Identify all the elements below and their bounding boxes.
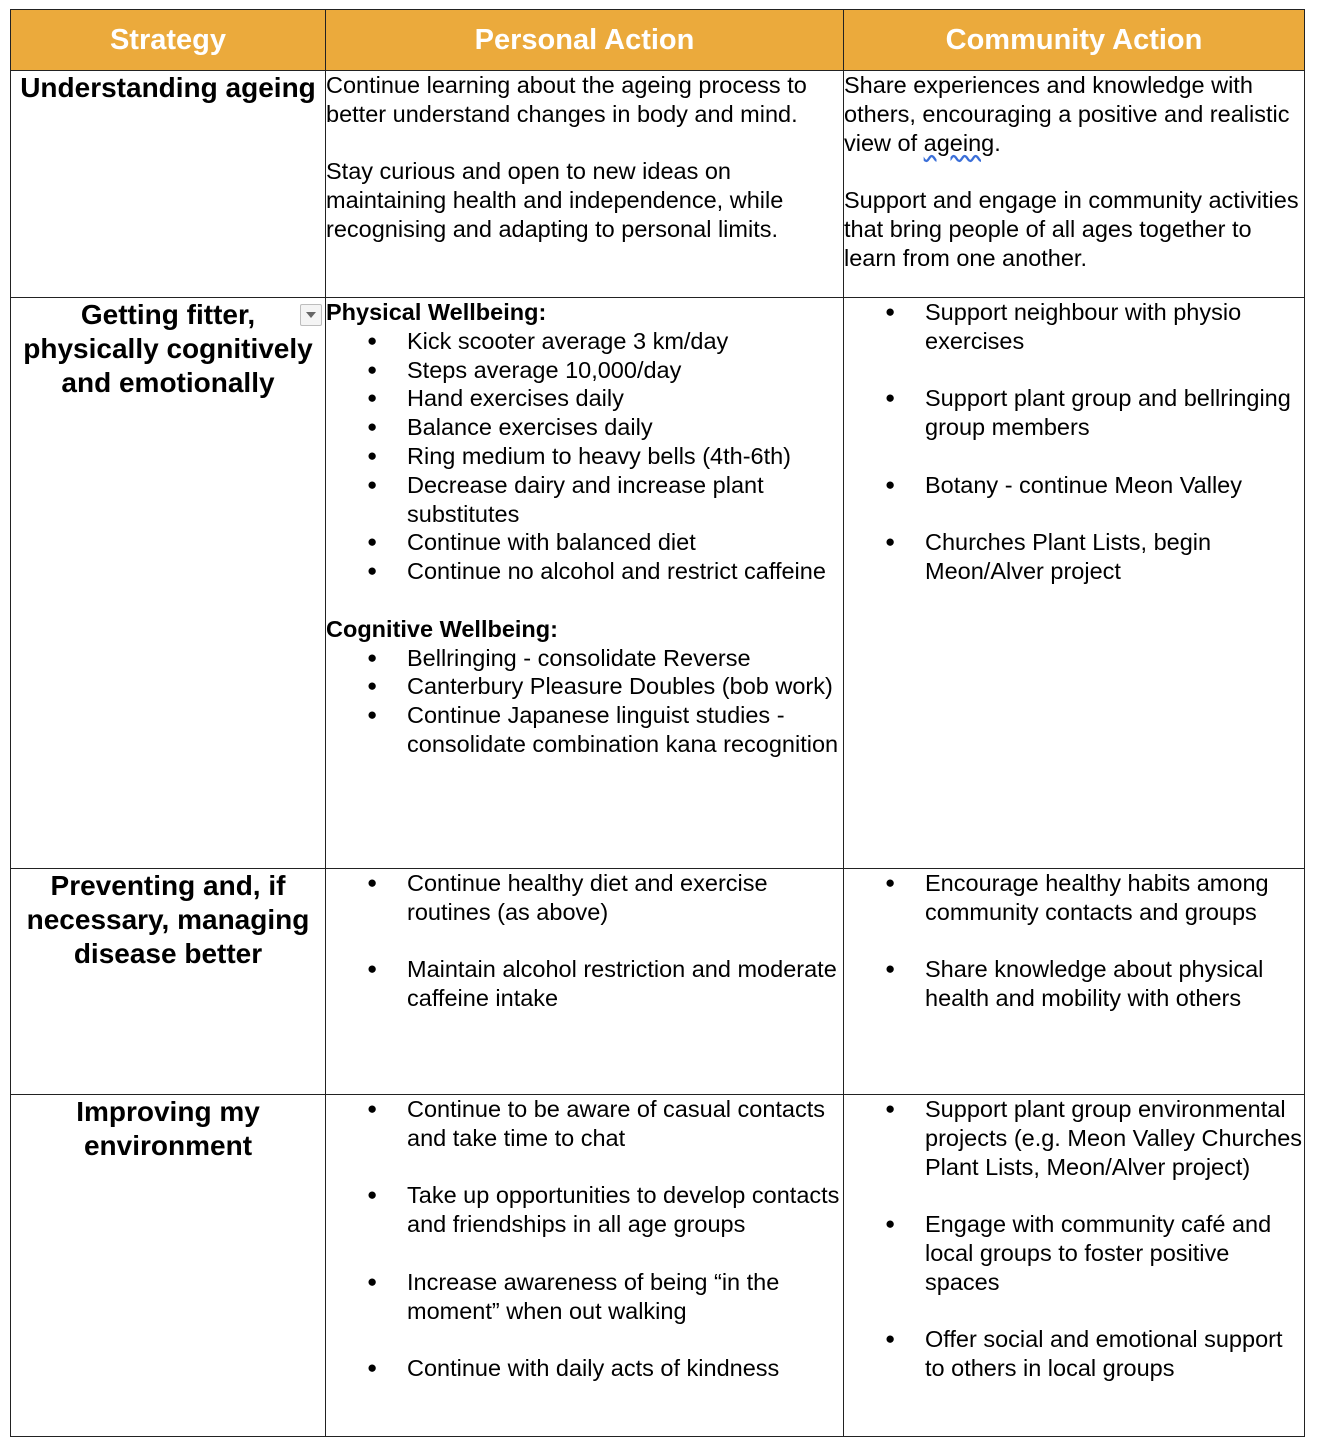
list-item: ● Continue healthy diet and exercise routines (as above) bbox=[326, 869, 843, 927]
personal-action-list bbox=[326, 1095, 843, 1383]
header-row bbox=[11, 10, 1305, 71]
strategy-label: Getting fitter, physically cognitively and emotionally bbox=[23, 299, 313, 398]
list-item: ● Steps average 10,000/day bbox=[326, 356, 843, 385]
strategy-label: Improving my environment bbox=[76, 1096, 260, 1161]
list-item: ● Support plant group and bellringing group members bbox=[844, 384, 1304, 442]
physical-wellbeing-heading: Physical Wellbeing: bbox=[326, 299, 547, 325]
table-row bbox=[11, 71, 1305, 298]
community-action-cell bbox=[844, 71, 1305, 298]
list-item: ● Increase awareness of being “in the moment” when out walking bbox=[326, 1268, 843, 1326]
cognitive-wellbeing-list bbox=[326, 644, 843, 759]
header-community-action: Community Action bbox=[844, 10, 1305, 71]
list-item: ● Bellringing - consolidate Reverse bbox=[326, 644, 843, 673]
strategy-preventing-disease bbox=[11, 869, 326, 1095]
strategy-getting-fitter bbox=[11, 298, 326, 869]
personal-action-cell bbox=[326, 1095, 844, 1437]
list-item: ● Take up opportunities to develop contacts and friendships in all age groups bbox=[326, 1181, 843, 1239]
header-personal-action: Personal Action bbox=[326, 10, 844, 71]
paragraph: Continue learning about the ageing process to better understand changes in body and mind. bbox=[326, 72, 807, 127]
strategy-improving-environment bbox=[11, 1095, 326, 1437]
paragraph: Share experiences and knowledge with others, encouraging a positive and realistic view of ageing. bbox=[844, 72, 1290, 156]
list-item: ● Share knowledge about physical health and mobility with others bbox=[844, 955, 1304, 1013]
strategy-table bbox=[10, 9, 1305, 1437]
table-row bbox=[11, 869, 1305, 1095]
strategy-label: Preventing and, if necessary, managing disease better bbox=[26, 870, 310, 969]
community-action-list bbox=[844, 298, 1304, 586]
community-action-cell bbox=[844, 298, 1305, 869]
list-item: ● Maintain alcohol restriction and moderate caffeine intake bbox=[326, 955, 843, 1013]
list-item: ● Balance exercises daily bbox=[326, 413, 843, 442]
table-row bbox=[11, 298, 1305, 869]
physical-wellbeing-list bbox=[326, 327, 843, 586]
list-item: ● Continue with balanced diet bbox=[326, 528, 843, 557]
list-item: ● Encourage healthy habits among community contacts and groups bbox=[844, 869, 1304, 927]
list-item: ● Hand exercises daily bbox=[326, 384, 843, 413]
personal-action-cell bbox=[326, 869, 844, 1095]
list-item: ● Offer social and emotional support to others in local groups bbox=[844, 1325, 1304, 1383]
list-item: ● Botany - continue Meon Valley bbox=[844, 471, 1304, 500]
spellcheck-underlined-word: ageing bbox=[923, 129, 995, 156]
community-action-list bbox=[844, 869, 1304, 1013]
cognitive-wellbeing-heading: Cognitive Wellbeing: bbox=[326, 615, 558, 642]
list-item: ● Continue no alcohol and restrict caffeine bbox=[326, 557, 843, 586]
list-item: ● Support neighbour with physio exercises bbox=[844, 298, 1304, 356]
list-item: ● Ring medium to heavy bells (4th-6th) bbox=[326, 442, 843, 471]
list-item: ● Kick scooter average 3 km/day bbox=[326, 327, 843, 356]
list-item: ● Continue with daily acts of kindness bbox=[326, 1354, 843, 1383]
list-item: ● Engage with community café and local groups to foster positive spaces bbox=[844, 1210, 1304, 1296]
community-action-cell bbox=[844, 869, 1305, 1095]
community-action-cell bbox=[844, 1095, 1305, 1437]
community-action-list bbox=[844, 1095, 1304, 1383]
strategy-label: Understanding ageing bbox=[20, 72, 316, 103]
list-item: ● Canterbury Pleasure Doubles (bob work) bbox=[326, 672, 843, 701]
list-item: ● Decrease dairy and increase plant substitutes bbox=[326, 471, 843, 529]
header-strategy: Strategy bbox=[11, 10, 326, 71]
list-item: ● Continue to be aware of casual contacts and take time to chat bbox=[326, 1095, 843, 1153]
personal-action-list bbox=[326, 869, 843, 1013]
personal-action-cell bbox=[326, 71, 844, 298]
paragraph: Support and engage in community activities that bring people of all ages together to learn from one another. bbox=[844, 187, 1299, 271]
dropdown-arrow-icon[interactable] bbox=[300, 304, 322, 326]
list-item: ● Churches Plant Lists, begin Meon/Alver project bbox=[844, 528, 1304, 586]
list-item: ● Support plant group environmental projects (e.g. Meon Valley Churches Plant Lists, Meon/Alver project) bbox=[844, 1095, 1304, 1181]
list-item: ● Continue Japanese linguist studies - consolidate combination kana recognition bbox=[326, 701, 843, 759]
paragraph: Stay curious and open to new ideas on maintaining health and independence, while recognising and adapting to personal limits. bbox=[326, 158, 784, 242]
table-row bbox=[11, 1095, 1305, 1437]
strategy-understanding-ageing bbox=[11, 71, 326, 298]
personal-action-cell bbox=[326, 298, 844, 869]
